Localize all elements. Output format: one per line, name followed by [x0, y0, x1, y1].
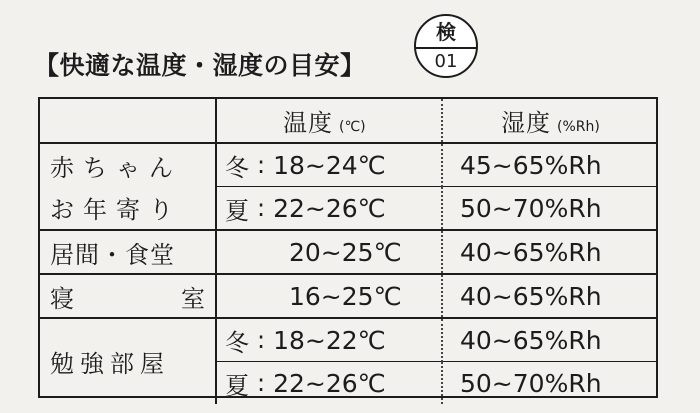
season-label: 冬 — [225, 328, 249, 357]
humidity-value: 40~65%Rh — [460, 237, 602, 267]
comfort-table — [40, 99, 656, 404]
header-corner — [40, 99, 216, 143]
category-label: 赤ちゃん — [50, 153, 182, 182]
header-humidity-unit: (%Rh) — [557, 119, 600, 135]
category-label: お年寄り — [50, 196, 182, 225]
humidity-cell — [442, 187, 656, 231]
humidity-value: 50~70%Rh — [460, 368, 602, 398]
page-title: 【快適な温度・湿度の目安】 — [34, 51, 366, 80]
temperature-cell — [216, 274, 442, 318]
humidity-cell — [442, 362, 656, 405]
seal-top-text: 検 — [436, 20, 456, 44]
table-row — [40, 318, 656, 362]
season-label: 冬 — [225, 153, 249, 182]
humidity-value: 40~65%Rh — [460, 325, 602, 355]
temperature-cell — [216, 230, 442, 274]
header-humidity-label: 湿度 — [501, 109, 551, 137]
category-cell — [40, 187, 216, 231]
temperature-cell — [216, 143, 442, 187]
table-header-row — [40, 99, 656, 143]
header-temperature — [216, 99, 442, 143]
category-cell — [40, 143, 216, 187]
temperature-value: 18~24℃ — [273, 150, 386, 180]
humidity-cell — [442, 318, 656, 362]
inspection-seal — [414, 14, 478, 78]
seal-number: 01 — [434, 51, 458, 72]
separator-colon: : — [257, 194, 266, 222]
category-label: 居間・食堂 — [50, 240, 175, 269]
category-cell — [40, 230, 216, 274]
season-label: 夏 — [225, 371, 249, 400]
temperature-value: 20~25℃ — [289, 237, 402, 267]
temperature-value: 16~25℃ — [289, 281, 402, 311]
temperature-value: 18~22℃ — [273, 325, 386, 355]
seal-divider — [416, 47, 476, 49]
separator-colon: : — [257, 151, 266, 179]
separator-colon: : — [257, 326, 266, 354]
humidity-cell — [442, 230, 656, 274]
temperature-cell — [216, 187, 442, 231]
header-temperature-unit: (℃) — [339, 119, 366, 135]
category-label-end: 室 — [181, 284, 205, 313]
temperature-value: 22~26℃ — [273, 368, 386, 398]
humidity-value: 40~65%Rh — [460, 281, 602, 311]
table-row — [40, 274, 656, 318]
temperature-cell — [216, 318, 442, 362]
humidity-cell — [442, 274, 656, 318]
season-label: 夏 — [225, 196, 249, 225]
header-humidity — [442, 99, 656, 143]
temperature-cell — [216, 362, 442, 405]
humidity-value: 45~65%Rh — [460, 150, 602, 180]
table-row — [40, 230, 656, 274]
comfort-table-frame — [38, 97, 658, 398]
humidity-value: 50~70%Rh — [460, 193, 602, 223]
table-row — [40, 187, 656, 231]
category-cell — [40, 274, 216, 318]
humidity-cell — [442, 143, 656, 187]
separator-colon: : — [257, 369, 266, 397]
header-temperature-label: 温度 — [283, 109, 333, 137]
category-cell — [40, 318, 216, 404]
category-label-start: 寝 — [50, 284, 74, 313]
table-row — [40, 143, 656, 187]
temperature-value: 22~26℃ — [273, 193, 386, 223]
category-label: 勉強部屋 — [50, 350, 170, 378]
